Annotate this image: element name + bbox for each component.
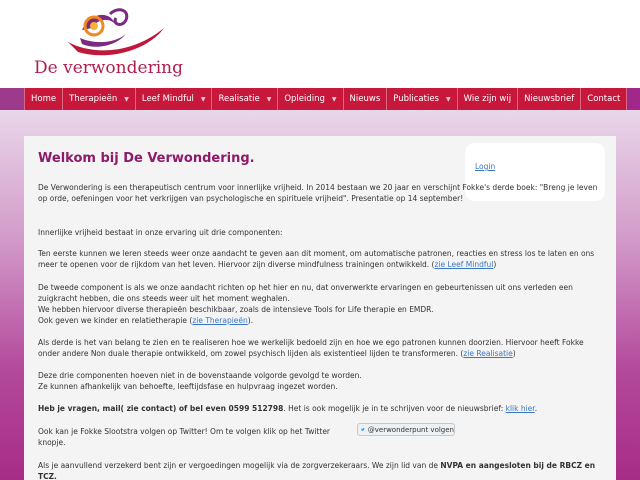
component-two-line2: We hebben hiervoor diverse therapieën beschikbaar, zoals de intensieve Tools for Life therapie en EMDR. — [38, 305, 434, 314]
nav-item-label: Leef Mindful — [141, 94, 194, 104]
component-one-paragraph — [38, 248, 602, 270]
nav-item-label: Home — [31, 94, 57, 104]
nav-item-wie-zijn-wij[interactable] — [458, 88, 518, 110]
intro-paragraph: De Verwondering is een therapeutisch centrum voor innerlijke vrijheid. In 2014 bestaan we 20 jaar en verschijnt Fokke's derde boek: "Breng je leven op orde, oefeningen voor het verkrijgen van psychologische en spirituele vrijheid". Presentatie op 14 september! — [38, 183, 598, 203]
contact-end: . — [534, 404, 538, 413]
contact-text: . Het is ook mogelijk je in te schrijven voor de nieuwsbrief: — [283, 404, 506, 413]
component-one-text: Ten eerste kunnen we leren steeds weer onze aandacht te geven aan dit moment, om automatische patronen, reacties en stress los te laten en ons meer te openen voor de rijkdom van het leven. Hiervoor zijn diverse mindfulness trainingen ontwikkeld. ( — [38, 249, 595, 269]
components-intro: Innerlijke vrijheid bestaat in onze ervaring uit drie componenten: — [38, 228, 283, 237]
contact-paragraph — [38, 403, 602, 414]
nav-item-label: Opleiding — [284, 94, 325, 104]
nav-item-home[interactable] — [24, 88, 63, 110]
insurance-paragraph — [38, 460, 602, 480]
page-title: Welkom bij De Verwondering. — [38, 151, 255, 166]
nav-item-opleiding[interactable] — [278, 88, 343, 110]
component-one-end: ) — [493, 260, 497, 269]
logo-text[interactable]: De verwondering — [34, 58, 183, 78]
component-two-end: ). — [247, 316, 254, 325]
nav-item-realisatie[interactable] — [212, 88, 278, 110]
nav-item-therapieen[interactable] — [63, 88, 136, 110]
component-three-paragraph — [38, 337, 602, 359]
caret-down-icon: ▼ — [331, 95, 337, 103]
nav-item-contact[interactable] — [581, 88, 627, 110]
twitter-follow-button[interactable] — [357, 423, 455, 436]
twitter-paragraph: Ook kan je Fokke Slootstra volgen op Twitter! Om te volgen klik op het Twitter knopje. — [38, 427, 331, 447]
nav-list — [24, 88, 627, 110]
realisatie-link[interactable]: zie Realisatie — [463, 349, 513, 358]
order-line2: Ze kunnen afhankelijk van behoefte, leeftijdsfase en hulpvraag ingezet worden. — [38, 382, 338, 391]
nav-item-nieuwsbrief[interactable] — [518, 88, 581, 110]
nav-item-publicaties[interactable] — [387, 88, 457, 110]
site-header — [0, 0, 640, 88]
login-link[interactable]: Login — [475, 162, 496, 171]
nav-item-label: Wie zijn wij — [463, 94, 512, 104]
nav-item-label: Realisatie — [218, 94, 260, 104]
caret-down-icon: ▼ — [124, 95, 129, 103]
caret-down-icon: ▼ — [266, 95, 272, 103]
component-three-text: Als derde is het van belang te zien en te realiseren hoe we werkelijk bedoeld zijn en hoe we ego patronen kunnen doorzien. Hiervoor heeft Fokke onder andere Non duale therapie ontwikkeld, om zowel psychisch lijden als existentieel lijden te transformeren. ( — [38, 338, 584, 358]
caret-down-icon: ▼ — [200, 95, 206, 103]
order-paragraph — [38, 370, 602, 392]
nav-item-label: Nieuwsbrief — [524, 94, 575, 104]
nav-item-leef-mindful[interactable] — [136, 88, 213, 110]
insurance-bold: NVPA en aangesloten bij de RBCZ en TCZ. — [38, 461, 596, 480]
caret-down-icon: ▼ — [445, 95, 451, 103]
leef-mindful-link[interactable]: zie Leef Mindful — [434, 260, 494, 269]
therapieen-link[interactable]: zie Therapieën — [192, 316, 248, 325]
component-two-line3: Ook geven we kinder en relatietherapie ( — [38, 316, 193, 325]
logo-mark-icon[interactable] — [60, 4, 170, 60]
twitter-follow-label: @verwonderpunt volgen — [367, 425, 454, 434]
nav-item-label: Contact — [587, 94, 621, 104]
order-line1: Deze drie componenten hoeven niet in de bovenstaande volgorde gevolgd te worden. — [38, 371, 362, 380]
twitter-bird-icon — [361, 425, 365, 434]
nav-item-label: Therapieën — [69, 94, 118, 104]
nav-item-label: Nieuws — [349, 94, 381, 104]
insurance-text: Als je aanvullend verzekerd bent zijn er vergoedingen mogelijk via de zorgverzekeraars. We zijn lid van de — [38, 461, 441, 470]
component-three-end: ) — [512, 349, 516, 358]
nav-left-edge — [0, 88, 24, 110]
contact-bold: Heb je vragen, mail( zie contact) of bel even 0599 512798 — [38, 404, 284, 413]
nav-item-label: Publicaties — [393, 94, 439, 104]
component-two-paragraph — [38, 282, 602, 326]
newsletter-link[interactable]: klik hier — [505, 404, 535, 413]
nav-item-nieuws[interactable] — [344, 88, 388, 110]
component-two-text: De tweede component is als we onze aandacht richten op het hier en nu, dat onverwerkte ervaringen en gebeurtenissen uit ons verleden een zuigkracht hebben, die ons steeds weer uit het moment weghalen. — [38, 283, 573, 303]
